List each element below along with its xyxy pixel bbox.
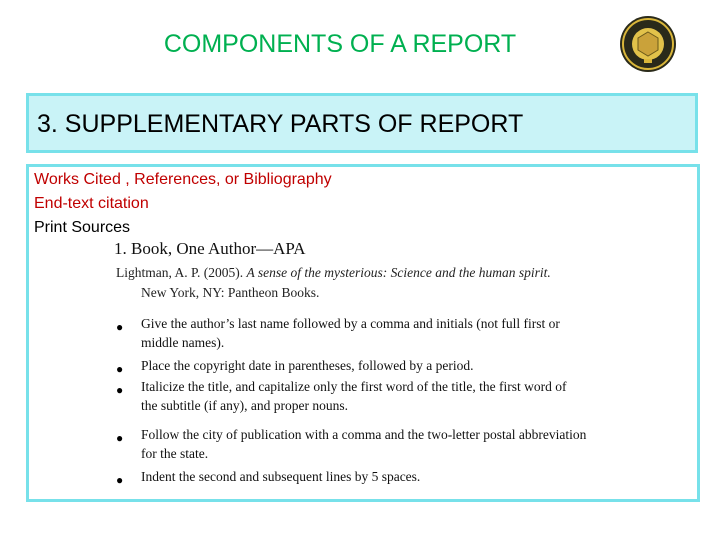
print-sources-line: Print Sources [34, 219, 131, 236]
bullet-text-4a: Follow the city of publication with a comma and the two-letter postal abbreviation [141, 427, 587, 442]
bullet-icon: ● [116, 383, 124, 397]
reference-line-1 [116, 265, 551, 281]
bullet-icon: ● [116, 320, 124, 334]
reference-title: A sense of the mysterious: Science and the human spirit. [246, 265, 551, 280]
bullet-text-3b: the subtitle (if any), and proper nouns. [141, 398, 348, 413]
bullet-text-2a: Place the copyright date in parentheses, followed by a period. [141, 358, 474, 373]
bullet-text-1a: Give the author’s last name followed by a comma and initials (not full first or [141, 316, 560, 331]
section-heading: 3. SUPPLEMENTARY PARTS OF REPORT [37, 110, 524, 138]
reference-author: Lightman, A. P. (2005). [116, 265, 247, 280]
bullet-icon: ● [116, 473, 124, 487]
bullet-text-3a: Italicize the title, and capitalize only the first word of the title, the first word of [141, 379, 567, 394]
bullet-icon: ● [116, 431, 124, 445]
end-text-citation-line: End-text citation [34, 195, 149, 212]
example-heading: 1. Book, One Author—APA [114, 239, 306, 258]
bullet-icon: ● [116, 362, 124, 376]
page-title: COMPONENTS OF A REPORT [163, 30, 517, 58]
content-box [26, 164, 700, 502]
bullet-text-5a: Indent the second and subsequent lines by 5 spaces. [141, 469, 421, 484]
reference-publisher: New York, NY: Pantheon Books. [141, 285, 320, 300]
bullet-text-1b: middle names). [141, 335, 225, 350]
section-heading-box [26, 93, 698, 153]
university-seal-icon [618, 14, 678, 74]
works-cited-line: Works Cited , References, or Bibliography [34, 171, 332, 188]
bullet-text-4b: for the state. [141, 446, 209, 461]
